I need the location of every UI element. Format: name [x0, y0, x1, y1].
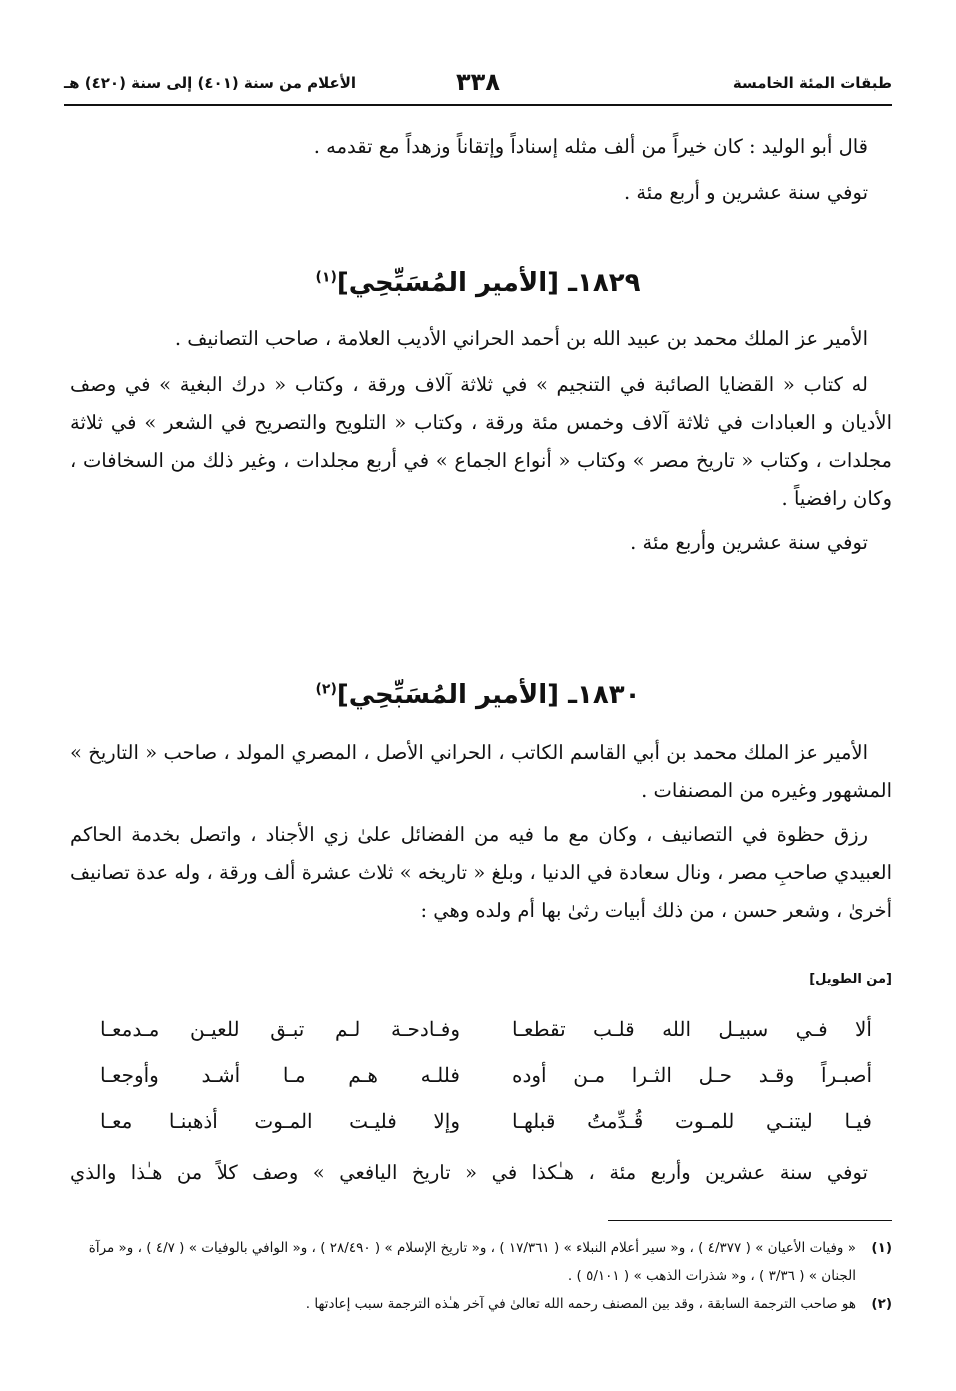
entry-1829-para-3: توفي سنة عشرين وأربع مئة .: [630, 531, 868, 554]
entry-1829-heading: [0, 268, 956, 298]
footnote-2: [70, 1290, 892, 1318]
footnote-divider: [608, 1220, 892, 1221]
entry-1830-title: ١٨٣٠ـ [الأمير المُسَبِّحِي]: [336, 680, 641, 710]
entry-1830-para-3-block: [70, 1154, 892, 1192]
header-range: الأعلام من سنة (٤٠١) إلى سنة (٤٢٠) هـ: [64, 74, 357, 92]
entry-1830-para-3: توفي سنة عشرين وأربع مئة ، هـٰكذا في « تاريخ اليافعي » وصف كلاً من هـٰذا والذي: [70, 1161, 868, 1184]
verse-3-second-hemistich: وإلا فليـت المـوت أذهبنـا معـا: [100, 1109, 460, 1133]
footnote-2-text: هو صاحب الترجمة السابقة ، وقد بين المصنف رحمه الله تعالىٰ في آخر هـٰذه الترجمة سبب إعادتها .: [305, 1296, 856, 1312]
verse-2-first-hemistich: أصبـراً وقـد حـل الثـرا مـن أوده: [512, 1063, 872, 1087]
entry-1829-para-1: الأمير عز الملك محمد بن عبيد الله بن أحمد الحراني الأديب العلامة ، صاحب التصانيف .: [174, 327, 868, 350]
entry-1830-heading: [0, 680, 956, 710]
intro-block: [70, 128, 892, 212]
footnote-1-number: (١): [871, 1240, 892, 1256]
header-book-section: طبقات المئة الخامسة: [732, 74, 892, 92]
page-number: ٣٣٨: [456, 68, 500, 96]
verse-2-second-hemistich: فللـه هـم مـا أشـد وأوجعـا: [100, 1063, 460, 1087]
entry-1829-body: [70, 320, 892, 562]
running-header: [64, 70, 892, 106]
footnote-ref-2: (٢): [315, 681, 337, 698]
entry-1829-title: ١٨٢٩ـ [الأمير المُسَبِّحِي]: [336, 268, 641, 298]
footnote-1-text: « وفيات الأعيان » ( ٤/٣٧٧ ) ، و« سير أعلام النبلاء » ( ١٧/٣٦١ ) ، و« تاريخ الإسلام » ( ٢٨/٤٩٠ ) ، و« الوافي بالوفيات » ( ٤/٧ ) ، و« مرآة الجنان » ( ٣/٣٦ ) ، و« شذرات الذهب » ( ٥/١٠١ ) .: [88, 1240, 856, 1284]
entry-1830-body: [70, 734, 892, 930]
poem-meter-label: [من الطويل]: [809, 972, 892, 987]
footnote-ref-1: (١): [315, 269, 337, 286]
verse-3-first-hemistich: فيـا ليتنـي للمـوت قُـدِّمتُ قبلهـا: [512, 1109, 872, 1133]
poem-verse: [70, 1010, 872, 1048]
footnote-2-number: (٢): [871, 1296, 892, 1312]
entry-1830-para-1: الأمير عز الملك محمد بن أبي القاسم الكاتب ، الحراني الأصل ، المصري المولد ، صاحب « التاريخ » المشهور وغيره من المصنفات .: [70, 741, 892, 802]
entry-1830-para-2: رزق حظوة في التصانيف ، وكان مع ما فيه من الفضائل علىٰ زي الأجناد ، واتصل بخدمة الحاكم العبيدي صاحبِ مصر ، ونال سعادة في الدنيا ، وبلغ « تاريخه » ثلاث عشرة ألف ورقة ، وله عدة تصانيف أخرىٰ ، وشعر حسن ، من ذلك أبيات رثىٰ بها أم ولده وهي :: [70, 823, 892, 922]
intro-line-1: قال أبو الوليد : كان خيراً من ألف مثله إسناداً وإتقاناً وزهداً مع تقدمه .: [313, 135, 868, 158]
entry-1829-para-2: له كتاب « القضايا الصائبة في التنجيم » في ثلاثة آلاف ورقة ، وكتاب « درك البغية » في وصف الأديان و العبادات في ثلاثة آلاف وخمس مئة ورقة ، وكتاب « التلويح والتصريح في الشعر » في ثلاثة مجلدات ، وكتاب « تاريخ مصر » وكتاب « أنواع الجماع » في أربع مجلدات ، وغير ذلك من السخافات ، وكان رافضياً .: [70, 373, 892, 510]
verse-1-first-hemistich: ألا فـي سبيـل الله قلـب تقطعـا: [512, 1017, 872, 1041]
footnotes: [70, 1234, 892, 1318]
footnote-1: [70, 1234, 892, 1290]
poem-verse: [70, 1056, 872, 1094]
intro-line-2: توفي سنة عشرين و أربع مئة .: [623, 181, 868, 204]
poem-verse: [70, 1102, 872, 1140]
verse-1-second-hemistich: وفـادحـة لـم تبـق للعيـن مـدمعـا: [100, 1017, 460, 1041]
